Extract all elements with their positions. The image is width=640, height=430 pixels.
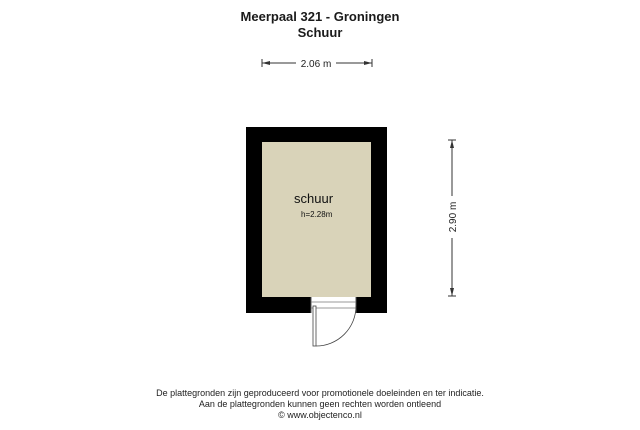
arrow-left-icon	[262, 61, 270, 65]
arrow-down-icon	[450, 288, 454, 296]
arrow-right-icon	[364, 61, 372, 65]
door-leaf	[313, 306, 316, 346]
disclaimer-line-2: Aan de plattegronden kunnen geen rechten worden ontleend	[198, 399, 442, 409]
depth-dimension	[448, 140, 459, 296]
arrow-up-icon	[450, 140, 454, 148]
width-dimension-label: 2.06 m	[300, 59, 332, 70]
room-name-label: schuur	[294, 191, 334, 206]
door-opening	[311, 297, 356, 314]
width-dimension	[262, 59, 372, 70]
floor-name-title: Schuur	[297, 25, 343, 40]
room-height-label: h=2.28m	[301, 210, 333, 219]
disclaimer-line-1: De plattegronden zijn geproduceerd voor promotionele doeleinden en ter indicatie.	[156, 388, 484, 398]
room-floor	[262, 142, 371, 297]
depth-dimension-label: 2.90 m	[448, 201, 459, 233]
plan-address-title: Meerpaal 321 - Groningen	[240, 9, 400, 24]
copyright-line: © www.objectenco.nl	[278, 410, 362, 420]
